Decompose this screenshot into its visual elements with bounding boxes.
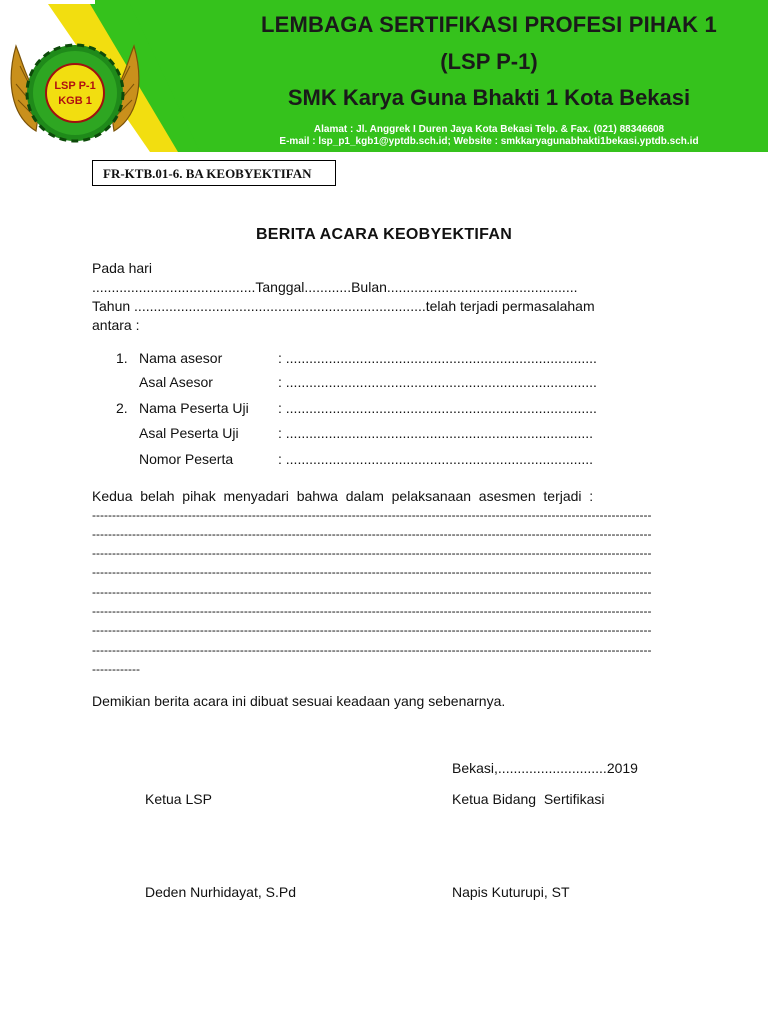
lsp-logo	[6, 36, 144, 150]
fill-line: --------------------------------------------------------------------------------------------------------------------------------------------	[92, 508, 652, 522]
place-date: Bekasi,............................2019	[452, 760, 638, 776]
fill-line: --------------------------------------------------------------------------------------------------------------------------------------------	[92, 565, 652, 579]
contact-line: E-mail : lsp_p1_kgb1@yptdb.sch.id; Website : smkkaryagunabhakti1bekasi.yptdb.sch.id	[279, 136, 699, 147]
party-number: 1.	[116, 350, 128, 366]
party-label: Nomor Peserta	[139, 451, 234, 467]
party-value: : ................................................................................	[278, 350, 597, 366]
party-value: : ...............................................................................	[278, 451, 594, 467]
logo-text-top: LSP P-1	[54, 80, 96, 92]
form-code-box: FR-KTB.01-6. BA KEOBYEKTIFAN	[92, 160, 336, 186]
address-line: Alamat : Jl. Anggrek I Duren Jaya Kota Bekasi Telp. & Fax. (021) 88346608	[313, 124, 665, 135]
fill-line-last: ------------	[92, 662, 140, 676]
fill-line: --------------------------------------------------------------------------------------------------------------------------------------------	[92, 623, 652, 637]
party-value: : ................................................................................	[278, 400, 597, 416]
intro-day: Pada hari	[92, 260, 152, 276]
party-label: Nama Peserta Uji	[139, 400, 249, 416]
statement-text: Kedua belah pihak menyadari bahwa dalam pelaksanaan asesmen terjadi :	[92, 488, 594, 504]
document-title: BERITA ACARA KEOBYEKTIFAN	[255, 226, 513, 243]
left-signatory-name: Deden Nurhidayat, S.Pd	[145, 884, 296, 900]
org-name: LEMBAGA SERTIFIKASI PROFESI PIHAK 1	[260, 12, 717, 37]
left-signatory-role: Ketua LSP	[145, 791, 212, 807]
fill-line: --------------------------------------------------------------------------------------------------------------------------------------------	[92, 604, 652, 618]
party-label: Asal Peserta Uji	[139, 425, 239, 441]
closing-text: Demikian berita acara ini dibuat sesuai keadaan yang sebenarnya.	[92, 693, 506, 709]
org-abbrev: (LSP P-1)	[440, 49, 538, 74]
party-label: Nama asesor	[139, 350, 223, 366]
right-signatory-role: Ketua Bidang Sertifikasi	[452, 791, 605, 807]
fill-line: --------------------------------------------------------------------------------------------------------------------------------------------	[92, 527, 652, 541]
logo-text-bottom: KGB 1	[58, 95, 92, 107]
party-number: 2.	[116, 400, 128, 416]
right-signatory-name: Napis Kuturupi, ST	[452, 884, 570, 900]
intro-year: Tahun ...........................................................................telah terjadi permasalaham	[92, 298, 595, 314]
fill-line: --------------------------------------------------------------------------------------------------------------------------------------------	[92, 643, 652, 657]
party-value: : ................................................................................	[278, 374, 597, 390]
intro-date: ..........................................Tanggal............Bulan.................................................	[92, 279, 578, 295]
party-label: Asal Asesor	[139, 374, 213, 390]
intro-between: antara :	[92, 317, 140, 333]
fill-line: --------------------------------------------------------------------------------------------------------------------------------------------	[92, 546, 652, 560]
party-value: : ...............................................................................	[278, 425, 594, 441]
school-name: SMK Karya Guna Bhakti 1 Kota Bekasi	[287, 85, 691, 110]
fill-line: --------------------------------------------------------------------------------------------------------------------------------------------	[92, 585, 652, 599]
